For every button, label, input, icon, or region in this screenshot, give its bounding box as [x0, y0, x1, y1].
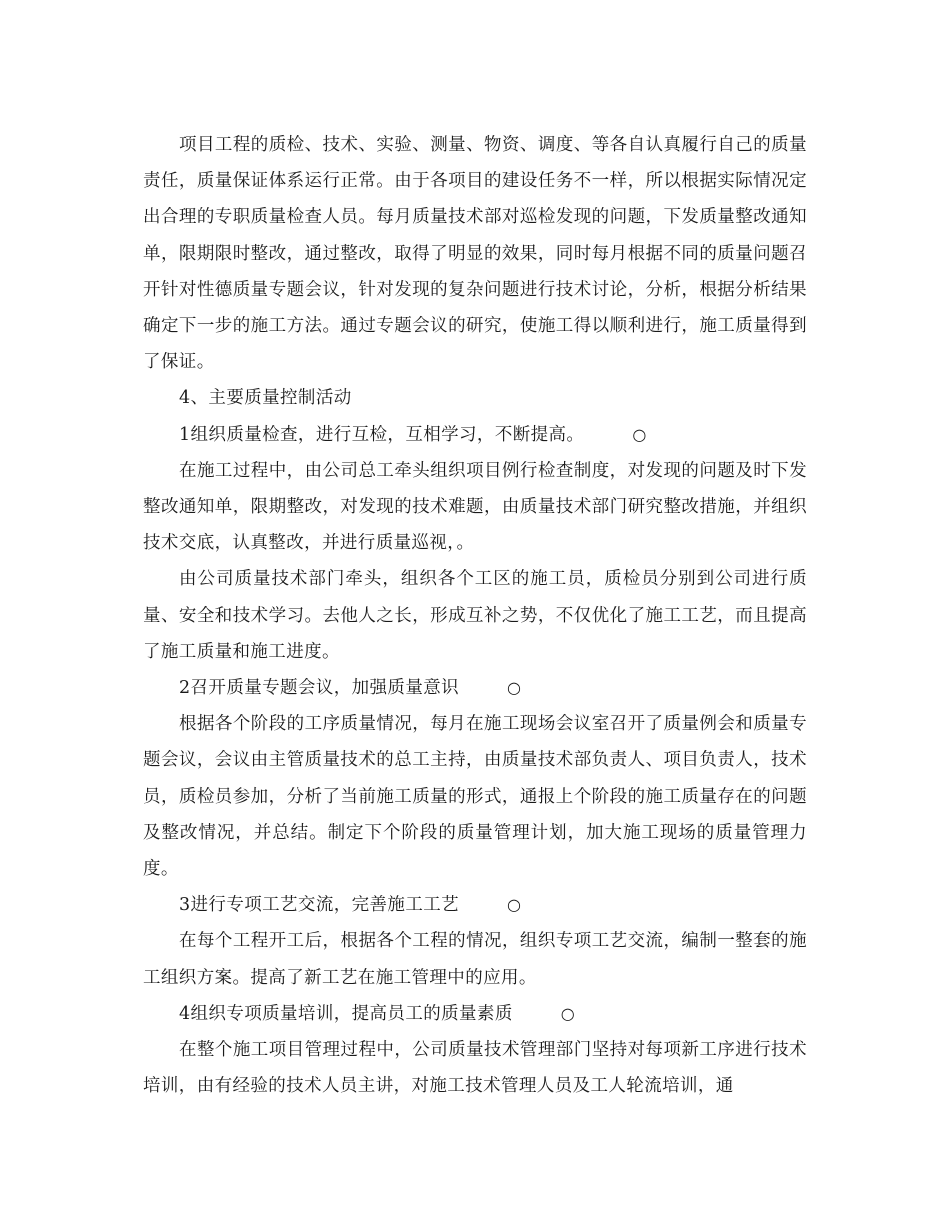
subheading-quality-meeting	[143, 670, 807, 706]
subheading-text: 3进行专项工艺交流，完善施工工艺	[179, 895, 460, 916]
paragraph-process-exchange: 在每个工程开工后，根据各个工程的情况，组织专项工艺交流，编制一整套的施工组织方案。提高了新工艺在施工管理中的应用。	[143, 931, 807, 988]
circle-marker: ○	[560, 1003, 576, 1023]
subheading-text: 1组织质量检查，进行互检，互相学习，不断提高。	[179, 424, 585, 445]
paragraph-inspection-process: 在施工过程中，由公司总工牵头组织项目例行检查制度，对发现的问题及时下发整改通知单，限期整改，对发现的技术难题，由质量技术部门研究整改措施，并组织技术交底，认真整改，并进行质量巡视，。	[143, 460, 807, 554]
circle-marker: ○	[632, 424, 647, 444]
circle-marker: ○	[507, 678, 522, 698]
section-heading-main-activities: 4、主要质量控制活动	[179, 388, 352, 409]
document-body	[143, 127, 807, 1104]
paragraph-training-details: 在整个施工项目管理过程中，公司质量技术管理部门坚持对每项新工序进行技术培训，由有经验的技术人员主讲，对施工技术管理人员及工人轮流培训，通	[143, 1040, 807, 1097]
paragraph-meeting-details: 根据各个阶段的工序质量情况，每月在施工现场会议室召开了质量例会和质量专题会议，会议由主管质量技术的总工主持，由质量技术部负责人、项目负责人，技术员，质检员参加，分析了当前施工质量的形式，通报上个阶段的施工质量存在的问题及整改情况，并总结。制定下个阶段的质量管理计划，加大施工现场的质量管理力度。	[143, 714, 807, 880]
subheading-text: 2召开质量专题会议，加强质量意识	[179, 678, 460, 699]
subheading-quality-training	[143, 996, 807, 1032]
paragraph-quality-responsibility: 项目工程的质检、技术、实验、测量、物资、调度、等各自认真履行自己的质量责任，质量保证体系运行正常。由于各项目的建设任务不一样，所以根据实际情况定出合理的专职质量检查人员。每月质量技术部对巡检发现的问题，下发质量整改通知单，限期限时整改，通过整改，取得了明显的效果，同时每月根据不同的质量问题召开针对性德质量专题会议，针对发现的复杂问题进行技术讨论，分析，根据分析结果确定下一步的施工方法。通过专题会议的研究，使施工得以顺利进行，施工质量得到了保证。	[143, 135, 807, 373]
subheading-process-exchange	[143, 887, 807, 923]
subheading-quality-inspection	[143, 417, 807, 453]
subheading-text: 4组织专项质量培训，提高员工的质量素质	[179, 1003, 513, 1024]
circle-marker: ○	[507, 895, 522, 915]
paragraph-training-exchange: 由公司质量技术部门牵头，组织各个工区的施工员，质检员分别到公司进行质量、安全和技术学习。去他人之长，形成互补之势，不仅优化了施工工艺，而且提高了施工质量和施工进度。	[143, 569, 807, 662]
